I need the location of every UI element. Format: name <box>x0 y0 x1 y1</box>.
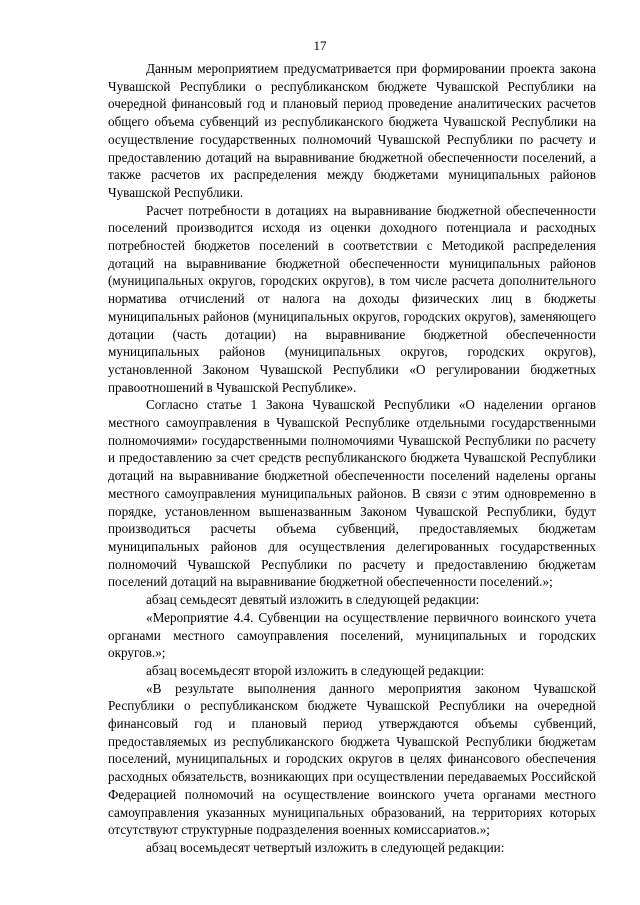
document-body <box>108 60 596 857</box>
paragraph-1: Данным мероприятием предусматривается при формировании проекта закона Чувашской Республики о республиканском бюджете Чувашской Республики на очередной финансовый год и плановый период проведение аналитических расчетов общего объема субвенций из республиканского бюджета Чувашской Республики на осуществление государственных полномочий Чувашской Республики по расчету и предоставлению дотаций на выравнивание бюджетной обеспеченности поселений, а также расчетов их распределения между бюджетами муниципальных районов Чувашской Республики. <box>108 61 596 200</box>
paragraph-2: Расчет потребности в дотациях на выравнивание бюджетной обеспеченности поселений производится исходя из оценки доходного потенциала и расходных потребностей бюджетов поселений в соответствии с Методикой распределения дотаций на выравнивание бюджетной обеспеченности муниципальных районов (муниципальных округов, городских округов), в том числе расчета дополнительного норматива отчислений от налога на доходы физических лиц в бюджеты муниципальных районов (муниципальных округов, городских округов), заменяющего дотации (часть дотации) на выравнивание бюджетной обеспеченности муниципальных районов (муниципальных округов, городских округов), установленной Законом Чувашской Республики «О регулировании бюджетных правоотношений в Чувашской Республике». <box>108 202 596 395</box>
paragraph-3: Согласно статье 1 Закона Чувашской Республики «О наделении органов местного самоуправления в Чувашской Республике отдельными государственными полномочиями» государственными полномочиями Чувашской Республики по расчету и предоставлению за счет средств республиканского бюджета Чувашской Республики дотаций на выравнивание бюджетной обеспеченности поселений наделены органы местного самоуправления муниципальных районов. В связи с этим одновременно в порядке, установленном вышеназванным Законом Чувашской Республики, будут производиться расчеты объема субвенций, предоставляемых бюджетам муниципальных районов для осуществления делегированных государственных полномочий Чувашской Республики по расчету и предоставлению бюджетам поселений дотаций на выравнивание бюджетной обеспеченности поселений.»; <box>108 397 596 590</box>
paragraph-6: абзац восемьдесят второй изложить в следующей редакции: <box>146 662 485 678</box>
paragraph-8: абзац восемьдесят четвертый изложить в следующей редакции: <box>146 839 505 855</box>
page-number: 17 <box>313 38 327 53</box>
paragraph-4: абзац семьдесят девятый изложить в следующей редакции: <box>146 592 480 608</box>
paragraph-7: «В результате выполнения данного мероприятия законом Чувашской Республики о республиканском бюджете Чувашской Республики на очередной финансовый год и плановый период утверждаются объемы субвенций, предоставляемых из республиканского бюджета Чувашской Республики бюджетам поселений, муниципальных и городских округов в целях финансового обеспечения расходных обязательств, возникающих при осуществлении передаваемых Российской Федерацией полномочий на осуществление воинского учета органами местного самоуправления указанных муниципальных образований, на территориях которых отсутствуют структурные подразделения военных комиссариатов.»; <box>108 680 596 838</box>
paragraph-5: «Мероприятие 4.4. Субвенции на осуществление первичного воинского учета органами местного самоуправления поселений, муниципальных и городских округов.»; <box>108 609 596 661</box>
